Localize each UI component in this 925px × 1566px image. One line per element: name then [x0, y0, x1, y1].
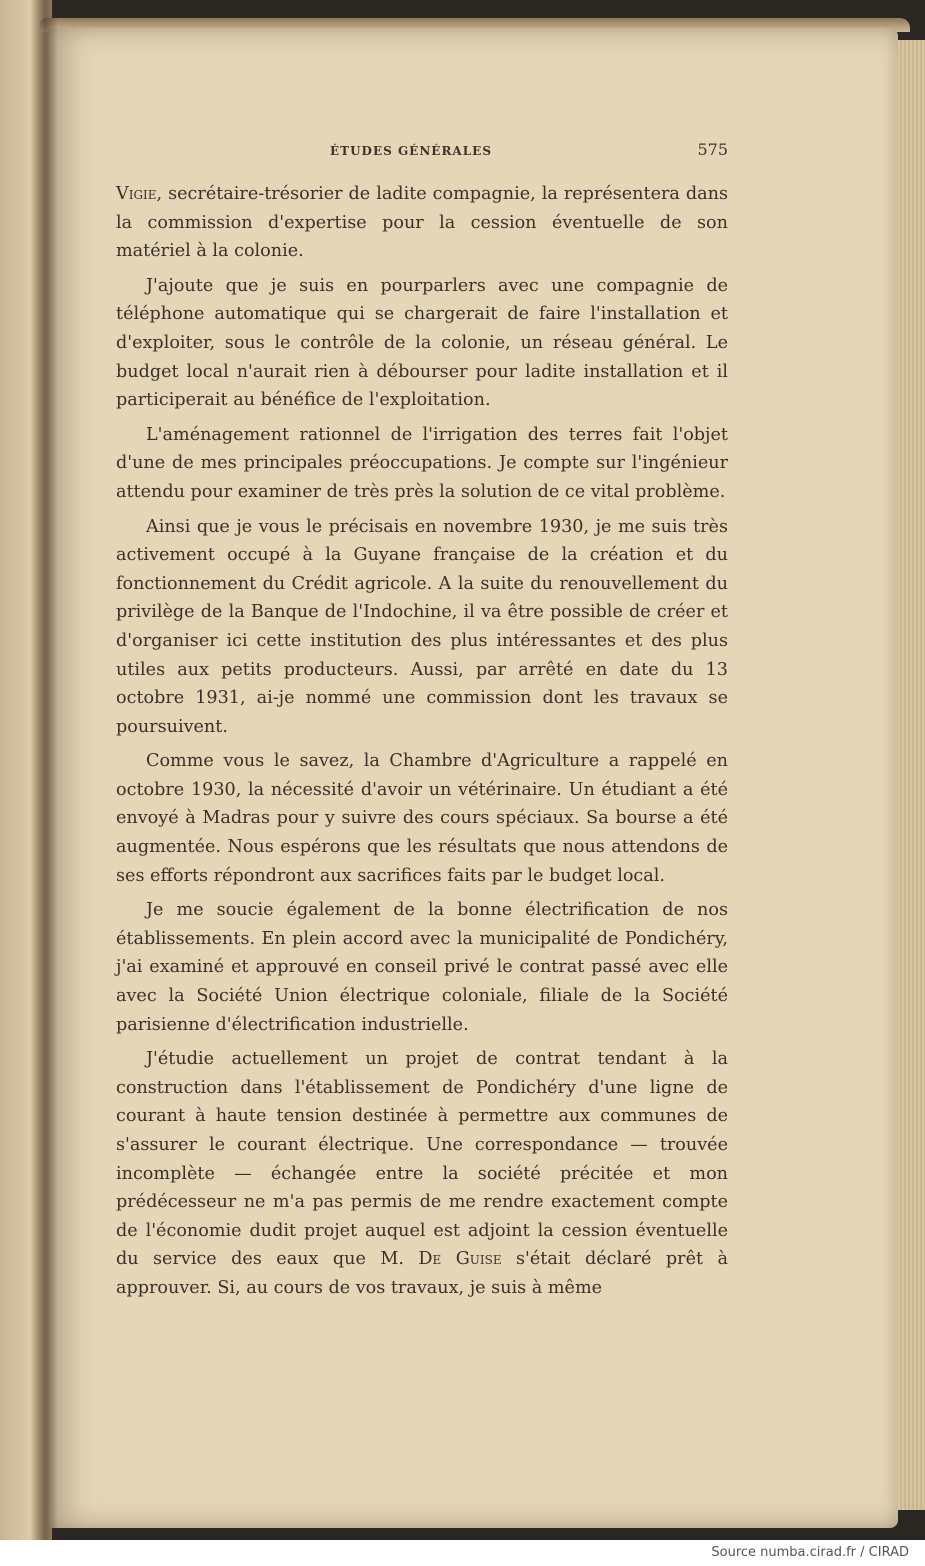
paragraph-text: s'était déclaré prêt à approuver. Si, au cours de vos travaux, je suis à même: [116, 1249, 728, 1298]
paragraph: Comme vous le savez, la Chambre d'Agriculture a rappelé en octobre 1930, la nécessité d'avoir un vétérinaire. Un étudiant a été envoyé à Madras pour y suivre des cours spéciaux. Sa bourse a été augmentée. Nous espérons que les résultats que nous attendons de ses efforts répondront aux sacrifices faits par le budget local.: [116, 751, 728, 886]
paragraph: [116, 1045, 728, 1302]
paragraph: L'aménagement rationnel de l'irrigation des terres fait l'objet d'une de mes principales préoccupations. Je compte sur l'ingénieur attendu pour examiner de très près la solution de ce vital problème.: [116, 424, 728, 502]
paragraph: Je me soucie également de la bonne électrification de nos établissements. En plein accord avec la municipalité de Pondichéry, j'ai examiné et approuvé en conseil privé le contrat passé avec elle avec la Société Union électrique coloniale, filiale de la Société parisienne d'électrification industrielle.: [116, 900, 728, 1035]
book-gutter: [30, 0, 58, 1540]
page-number: 575: [697, 140, 728, 159]
page-header: [330, 140, 728, 166]
footer-bar: [0, 1540, 925, 1566]
source-credit: Source numba.cirad.fr / CIRAD: [711, 1545, 909, 1560]
paragraph: J'ajoute que je suis en pourparlers avec une compagnie de téléphone automatique qui se chargerait de faire l'installation et d'exploiter, sous le contrôle de la colonie, un réseau général. Le budget local n'aurait rien à débourser pour ladite installation et il participerait au bénéfice de l'exploitation.: [116, 275, 728, 411]
page-stack-edge: [898, 40, 925, 1510]
paragraph: Ainsi que je vous le précisais en novembre 1930, je me suis très activement occupé à la Guyane française de la création et du fonctionnement du Crédit agricole. A la suite du renouvellement du privilège de la Banque de l'Indochine, il va être possible de créer et d'organiser ici cette institution des plus intéressantes et des plus utiles aux petits producteurs. Aussi, par arrêté en date du 13 octobre 1931, ai-je nommé une commission dont les travaux se poursuivent.: [116, 516, 728, 737]
body-text: [116, 180, 728, 1309]
paragraph-text: J'étudie actuellement un projet de contrat tendant à la construction dans l'établissement de Pondichéry d'une ligne de courant à haute tension destinée à permettre aux communes de s'assurer le courant électrique. Une correspondance — trouvée incomplète — échangée entre la société précitée et mon prédécesseur ne m'a pas permis de me rendre exactement compte de l'économie dudit projet auquel est adjoint la cession éventuelle du service des eaux que M.: [116, 1049, 728, 1270]
paragraph-text: , secrétaire-trésorier de ladite compagnie, la représentera dans la commission d'expertise pour la cession éventuelle de son matériel à la colonie.: [116, 184, 728, 262]
paragraph: [116, 180, 728, 266]
running-title: ÉTUDES GÉNÉRALES: [330, 144, 492, 158]
person-name: De Guise: [418, 1249, 502, 1270]
person-name: Vigie: [116, 184, 157, 204]
